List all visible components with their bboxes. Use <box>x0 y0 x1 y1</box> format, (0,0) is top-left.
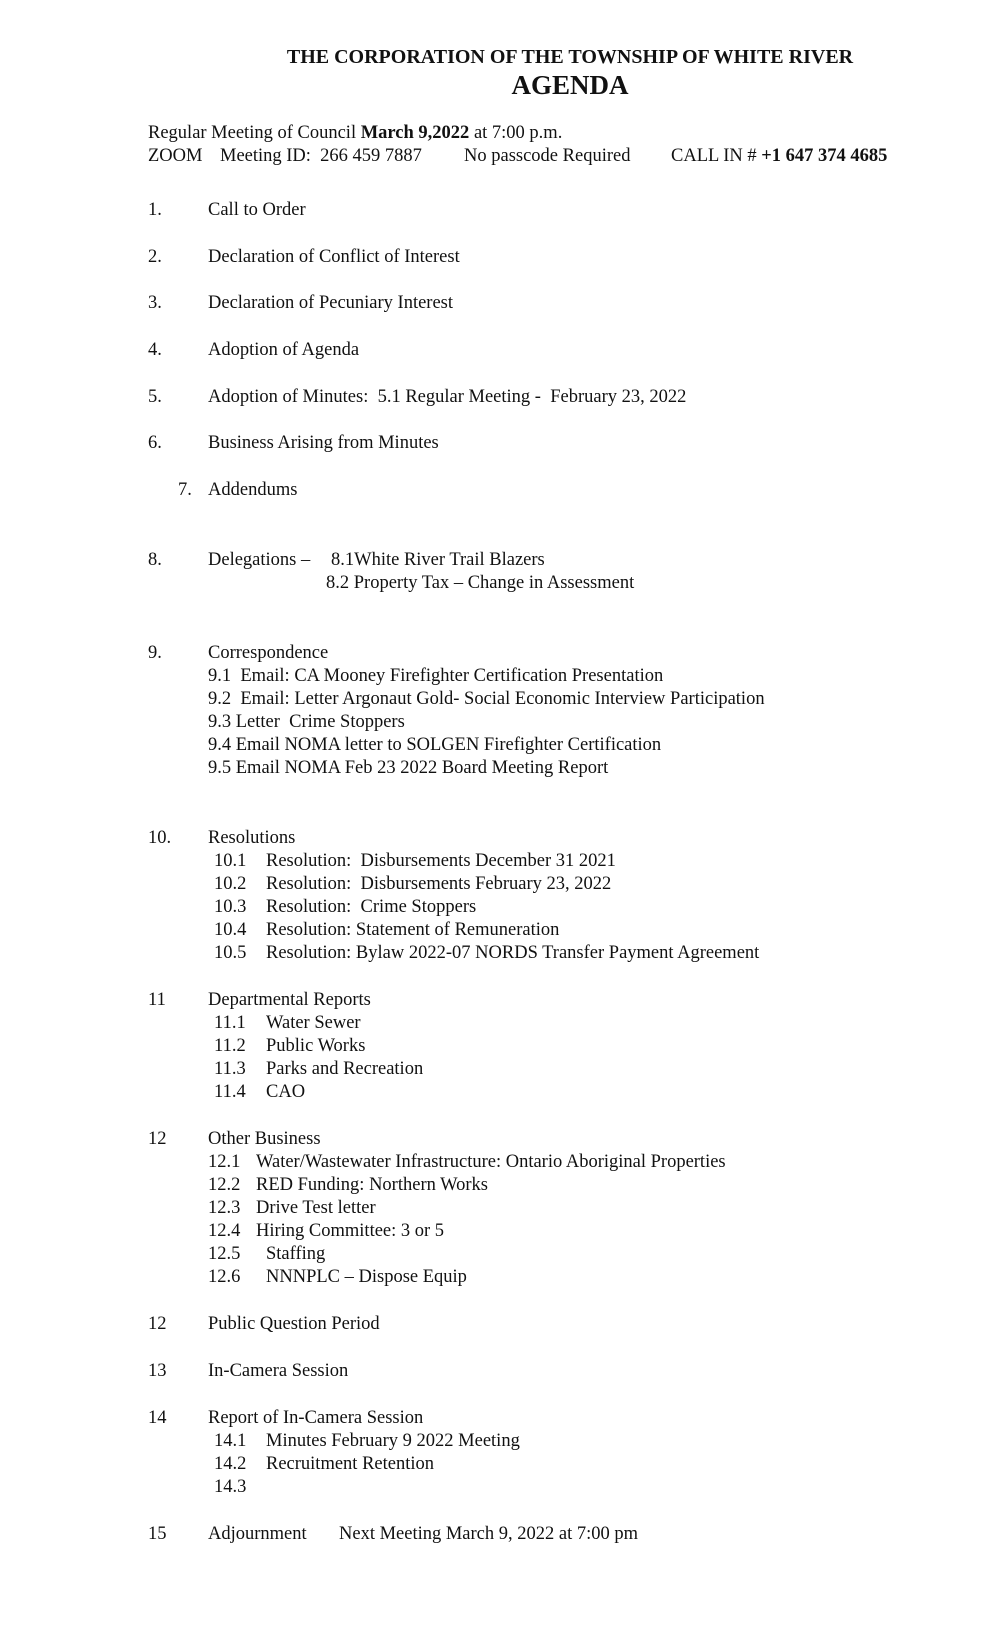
agenda-item-resolutions: Resolutions <box>208 828 296 848</box>
meeting-id: Meeting ID: 266 459 7887 <box>220 146 422 166</box>
item-number: 14 <box>148 1408 167 1428</box>
agenda-item-adoption-of-agenda: Adoption of Agenda <box>208 340 360 360</box>
other-business-sub-item: NNNPLC – Dispose Equip <box>266 1267 467 1287</box>
sub-item-number: 14.1 <box>214 1431 247 1451</box>
item-number: 12 <box>148 1314 167 1334</box>
other-business-sub-item: Drive Test letter <box>256 1198 376 1218</box>
item-number: 6. <box>148 433 162 453</box>
passcode-note: No passcode Required <box>464 146 631 166</box>
next-meeting-note: Next Meeting March 9, 2022 at 7:00 pm <box>339 1524 639 1544</box>
agenda-item-report-in-camera: Report of In-Camera Session <box>208 1408 424 1428</box>
agenda-item-conflict-of-interest: Declaration of Conflict of Interest <box>208 247 460 267</box>
correspondence-sub-item: 9.5 Email NOMA Feb 23 2022 Board Meeting Report <box>208 758 609 778</box>
agenda-item-other-business: Other Business <box>208 1129 321 1149</box>
item-number: 5. <box>148 387 162 407</box>
meeting-time: at 7:00 p.m. <box>469 123 563 143</box>
in-camera-sub-item: Recruitment Retention <box>266 1454 434 1474</box>
sub-item-number: 10.5 <box>214 943 247 963</box>
sub-item-number: 10.4 <box>214 920 247 940</box>
sub-item-number: 11.4 <box>214 1082 246 1102</box>
item-number: 12 <box>148 1129 167 1149</box>
report-sub-item: Public Works <box>266 1036 366 1056</box>
agenda-item-call-to-order: Call to Order <box>208 200 306 220</box>
item-number: 7. <box>178 480 192 500</box>
correspondence-sub-item: 9.1 Email: CA Mooney Firefighter Certification Presentation <box>208 666 664 686</box>
call-in-number: +1 647 374 4685 <box>761 146 888 166</box>
sub-item-number: 10.1 <box>214 851 247 871</box>
other-business-sub-item: Water/Wastewater Infrastructure: Ontario Aboriginal Properties <box>256 1152 726 1172</box>
sub-item-number: 10.3 <box>214 897 247 917</box>
agenda-item-business-arising: Business Arising from Minutes <box>208 433 439 453</box>
resolution-sub-item: Resolution: Statement of Remuneration <box>266 920 560 940</box>
agenda-item-public-question-period: Public Question Period <box>208 1314 380 1334</box>
agenda-item-in-camera-session: In-Camera Session <box>208 1361 349 1381</box>
report-sub-item: Parks and Recreation <box>266 1059 424 1079</box>
agenda-item-departmental-reports: Departmental Reports <box>208 990 371 1010</box>
sub-item-number: 14.3 <box>214 1477 247 1497</box>
item-number: 8. <box>148 550 162 570</box>
sub-item-number: 14.2 <box>214 1454 247 1474</box>
sub-item-number: 11.3 <box>214 1059 246 1079</box>
item-number: 15 <box>148 1524 167 1544</box>
agenda-item-adjournment: Adjournment <box>208 1524 307 1544</box>
delegation-sub-item: 8.2 Property Tax – Change in Assessment <box>326 573 635 593</box>
resolution-sub-item: Resolution: Disbursements February 23, 2022 <box>266 874 612 894</box>
agenda-item-addendums: Addendums <box>208 480 298 500</box>
sub-item-number: 11.2 <box>214 1036 246 1056</box>
correspondence-sub-item: 9.2 Email: Letter Argonaut Gold- Social Economic Interview Participation <box>208 689 765 709</box>
agenda-item-correspondence: Correspondence <box>208 643 329 663</box>
resolution-sub-item: Resolution: Bylaw 2022-07 NORDS Transfer Payment Agreement <box>266 943 760 963</box>
sub-item-number: 12.3 <box>208 1198 241 1218</box>
item-number: 13 <box>148 1361 167 1381</box>
resolution-sub-item: Resolution: Crime Stoppers <box>266 897 477 917</box>
sub-item-number: 10.2 <box>214 874 247 894</box>
sub-item-number: 12.4 <box>208 1221 241 1241</box>
report-sub-item: CAO <box>266 1082 306 1102</box>
meeting-line <box>148 122 562 144</box>
agenda-item-pecuniary-interest: Declaration of Pecuniary Interest <box>208 293 454 313</box>
zoom-label: ZOOM <box>148 146 203 166</box>
report-sub-item: Water Sewer <box>266 1013 361 1033</box>
item-number: 10. <box>148 828 172 848</box>
item-number: 2. <box>148 247 162 267</box>
agenda-title: AGENDA <box>511 70 629 100</box>
item-number: 3. <box>148 293 162 313</box>
call-in-label: CALL IN # <box>671 146 762 166</box>
agenda-item-delegations: Delegations – <box>208 550 311 570</box>
call-in-line <box>671 145 887 167</box>
sub-item-number: 11.1 <box>214 1013 246 1033</box>
meeting-label: Regular Meeting of Council <box>148 123 361 143</box>
resolution-sub-item: Resolution: Disbursements December 31 2021 <box>266 851 616 871</box>
organization-heading: THE CORPORATION OF THE TOWNSHIP OF WHITE RIVER <box>286 46 854 68</box>
correspondence-sub-item: 9.4 Email NOMA letter to SOLGEN Firefighter Certification <box>208 735 662 755</box>
correspondence-sub-item: 9.3 Letter Crime Stoppers <box>208 712 405 732</box>
other-business-sub-item: Hiring Committee: 3 or 5 <box>256 1221 445 1241</box>
delegation-sub-item: 8.1White River Trail Blazers <box>331 550 545 570</box>
in-camera-sub-item: Minutes February 9 2022 Meeting <box>266 1431 520 1451</box>
sub-item-number: 12.6 <box>208 1267 241 1287</box>
item-number: 4. <box>148 340 162 360</box>
sub-item-number: 12.5 <box>208 1244 241 1264</box>
item-number: 9. <box>148 643 162 663</box>
agenda-item-adoption-of-minutes: Adoption of Minutes: 5.1 Regular Meeting - February 23, 2022 <box>208 387 687 407</box>
item-number: 1. <box>148 200 162 220</box>
other-business-sub-item: Staffing <box>266 1244 326 1264</box>
other-business-sub-item: RED Funding: Northern Works <box>256 1175 488 1195</box>
meeting-date: March 9,2022 <box>360 123 470 143</box>
sub-item-number: 12.2 <box>208 1175 241 1195</box>
item-number: 11 <box>148 990 166 1010</box>
sub-item-number: 12.1 <box>208 1152 241 1172</box>
